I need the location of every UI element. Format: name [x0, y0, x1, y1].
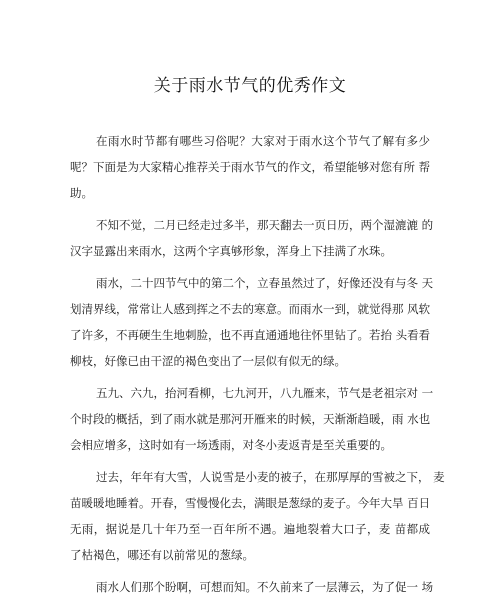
text-line: 个时段的概括，到了雨水就是那河开雁来的时候，天渐渐趋暖，雨 水也	[70, 412, 431, 426]
text-line: 会相应增多，这时如有一场透雨，对冬小麦返青是至关重要的。	[70, 438, 392, 452]
text-line: 汉字显露出来雨水，这两个字真够形象，浑身上下挂满了水珠。	[70, 244, 392, 258]
page-title: 关于雨水节气的优秀作文	[153, 76, 347, 96]
text-line: 不知不觉，二月已经走过多半，那天翻去一页日历，两个湿漉漉 的	[96, 218, 434, 232]
text-line: 划清界线，常常让人感到挥之不去的寒意。而雨水一到，就觉得那 风软	[70, 302, 431, 316]
text-line: 柳枝，好像已由干涩的褐色变出了一层似有似无的绿。	[70, 354, 346, 368]
paragraph	[70, 270, 434, 374]
text-line: 雨水人们那个盼啊，可想而知。不久前来了一层薄云，为了促一 场	[96, 580, 434, 594]
text-line: 在雨水时节都有哪些习俗呢？大家对于雨水这个节气了解有多少	[96, 134, 430, 148]
paragraph	[70, 212, 434, 264]
text-line: 了许多，不再硬生生地刺脸，也不再直通通地往怀里钻了。若抬 头看看	[70, 328, 431, 342]
text-line: 五九、六九，抬河看柳，七九河开，八九雁来，节气是老祖宗对 一	[96, 386, 434, 400]
paragraph	[70, 380, 434, 458]
text-line: 呢？下面是为大家精心推荐关于雨水节气的作文，希望能够对您有所 帮	[70, 160, 431, 174]
text-line: 苗暖暖地睡着。开春，雪慢慢化去，满眼是葱绿的麦子。今年大旱 百日	[70, 496, 431, 510]
text-line: 雨水，二十四节气中的第二个，立春虽然过了，好像还没有与冬 天	[96, 276, 434, 290]
paragraph	[70, 464, 445, 568]
text-line: 过去，年年有大雪，人说雪是小麦的被子，在那厚厚的雪被之下， 麦	[96, 470, 445, 484]
text-line: 了枯褐色，哪还有以前常见的葱绿。	[70, 548, 254, 562]
article-body	[70, 128, 445, 606]
paragraph	[70, 574, 434, 600]
text-line: 无雨，据说是几十年乃至一百年所不遇。遍地裂着大口子，麦 苗都成	[70, 522, 430, 536]
text-line: 助。	[70, 186, 93, 200]
paragraph	[70, 128, 430, 206]
